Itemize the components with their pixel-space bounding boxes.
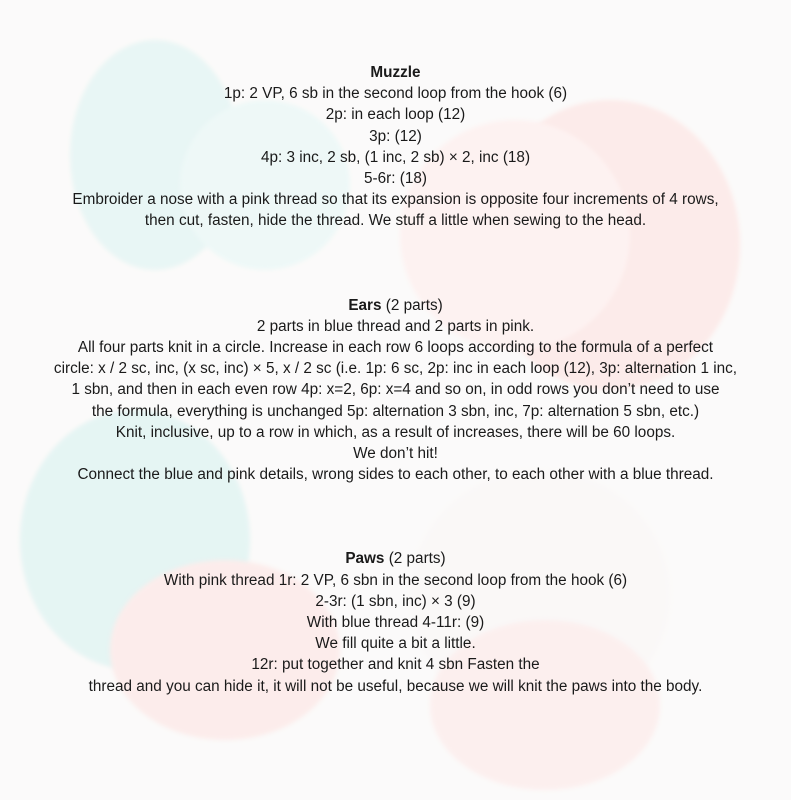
paws-line-4: We fill quite a bit a little.: [315, 635, 476, 653]
muzzle-line-2: 2p: in each loop (12): [325, 106, 466, 124]
ears-line-4: 1 sbn, and then in each even row 4p: x=2, 6p: x=4 and so on, in odd rows you don’t need to use: [71, 381, 720, 399]
ears-line-3: circle: x / 2 sc, inc, (x sc, inc) × 5, x / 2 sc (i.e. 1p: 6 sc, 2p: inc in each loop (12), 3p: alternation 1 inc,: [53, 360, 738, 378]
muzzle-line-4: 4p: 3 inc, 2 sb, (1 inc, 2 sb) × 2, inc (18): [260, 148, 531, 166]
ears-line-6: Knit, inclusive, up to a row in which, as a result of increases, there will be 60 loops.: [115, 423, 676, 441]
section-title-paws: Paws: [345, 550, 385, 568]
paws-line-1: With pink thread 1r: 2 VP, 6 sbn in the second loop from the hook (6): [163, 571, 628, 589]
muzzle-line-5: 5-6r: (18): [364, 170, 427, 188]
section-title-muzzle: Muzzle: [370, 64, 421, 81]
section-note-paws: (2 parts): [384, 550, 446, 568]
section-title-ears: Ears: [348, 296, 382, 314]
section-ears: [0, 295, 791, 486]
muzzle-line-3: 3p: (12): [369, 127, 422, 145]
ears-line-7: We don’t hit!: [353, 445, 438, 463]
paws-line-3: With blue thread 4-11r: (9): [306, 614, 485, 632]
paws-line-5: 12r: put together and knit 4 sbn Fasten the: [251, 656, 540, 674]
ears-line-1: 2 parts in blue thread and 2 parts in pink.: [256, 317, 535, 335]
ears-line-8: Connect the blue and pink details, wrong sides to each other, to each other with a blue thread.: [77, 466, 714, 484]
ears-line-2: All four parts knit in a circle. Increase in each row 6 loops according to the formula of a perfect: [77, 339, 714, 357]
section-heading-ears: [0, 295, 791, 316]
pattern-text: [0, 62, 791, 697]
section-paws: [0, 548, 791, 696]
muzzle-line-1: 1p: 2 VP, 6 sb in the second loop from the hook (6): [223, 85, 568, 103]
section-muzzle: [0, 62, 791, 232]
paws-line-6: thread and you can hide it, it will not be useful, because we will knit the paws into the body.: [88, 677, 703, 695]
ears-line-5: the formula, everything is unchanged 5p: alternation 3 sbn, inc, 7p: alternation 5 sbn, etc.): [91, 402, 700, 420]
muzzle-line-7: then cut, fasten, hide the thread. We stuff a little when sewing to the head.: [144, 212, 647, 230]
paws-line-2: 2-3r: (1 sbn, inc) × 3 (9): [315, 592, 476, 610]
muzzle-line-6: Embroider a nose with a pink thread so that its expansion is opposite four increments of 4 rows,: [72, 191, 719, 209]
section-note-ears: (2 parts): [381, 296, 443, 314]
section-heading-paws: [0, 548, 791, 569]
